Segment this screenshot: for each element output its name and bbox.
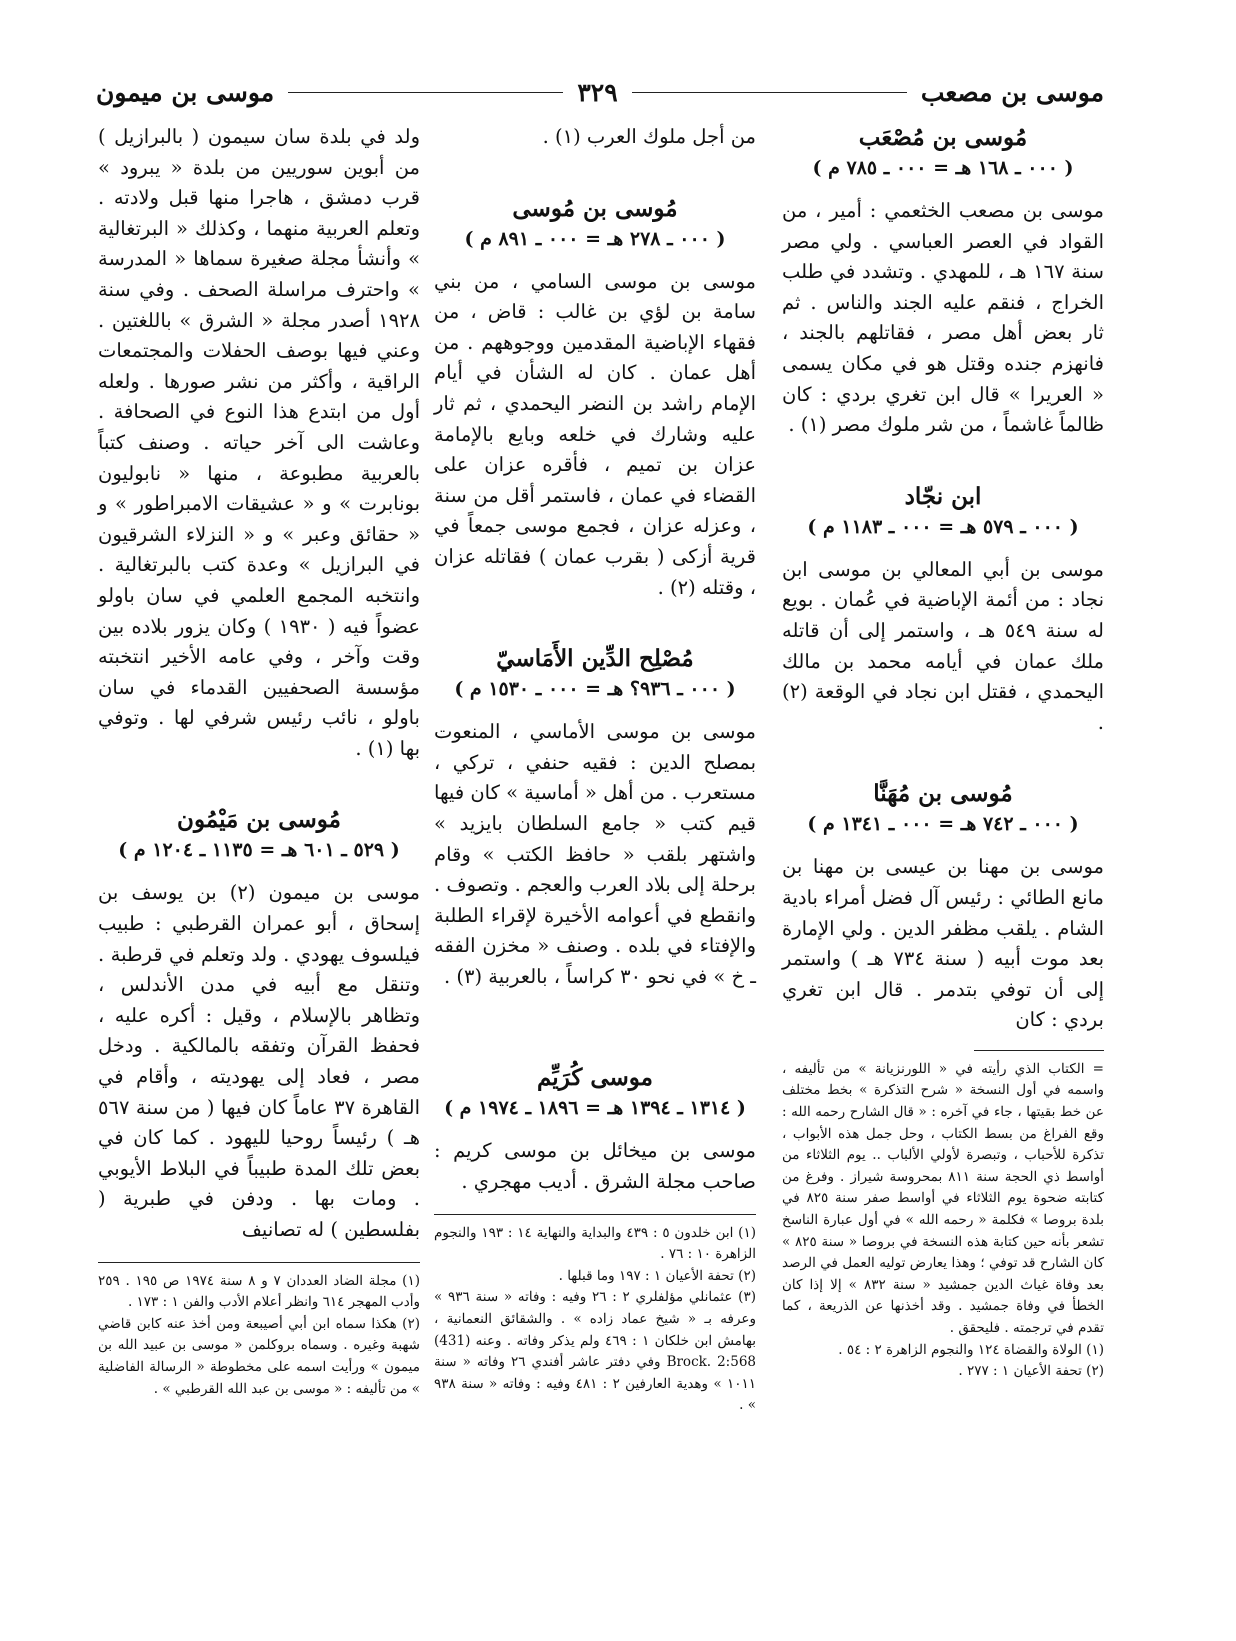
page-header [96, 72, 1104, 112]
footnote: (٣) عثمانلي مؤلفلري ٢ : ٢٦ وفيه : وفاته « سنة ٩٣٦ » وعرفه بـ « شيخ عماد زاده » . والشقائق النعمانية ، بهامش ابن خلكان ١ : ٤٦٩ ولم يذكر وفاته . وعنه (431) Brock. 2:568 وفي دفتر عاشر أفندي ٢٦ وفاته « سنة ١٠١١ » وهدية العارفين ٢ : ٤٨١ وفيه : وفاته « سنة ٩٣٨ » . [434, 1289, 757, 1414]
running-title-right: موسى بن مصعب [920, 77, 1104, 107]
footnotes [98, 1271, 420, 1401]
column-left [98, 122, 420, 1400]
entry-dates: ( ٥٢٩ ـ ٦٠١ هـ = ١١٣٥ ـ ١٢٠٤ م ) [118, 839, 400, 862]
column-right [782, 122, 1104, 1383]
header-rule [288, 92, 563, 93]
entry-title: موسى كُرَيِّم [537, 1064, 653, 1092]
footnote-continuation: = الكتاب الذي رأيته في « اللورنزيانة » من تأليفه ، واسمه في أول النسخة « شرح التذكرة » بخط مختلف عن خط بقيتها ، جاء في آخره : « قال الشارح رحمه الله : وقع الفراغ من بسط الكتاب ، وحل جمل هذه الأبواب ، تذكرة للأحباب ، وتبصرة لأولي الألباب .. يوم الثلاثاء من أواسط ذي الحجة سنة ٨١١ بمحروسة شيراز . وفرغ من كتابته ضحوة يوم الثلاثاء في أواسط صفر سنة ٨٢٥ في بلدة بروصا » فكلمة « رحمه الله » في أول عبارة الناسخ تشعر بأنه حين كتابة هذه النسخة في بروصا « سنة ٨٢٥ » كان الشارح قد توفي ؛ وهذا يعارض توليه العمل في الرصد بعد وفاة غياث الدين جمشيد « سنة ٨٣٢ » إلا إذا كان الخطأ في وفاة جمشيد . وقد أخذنها عن الذريعة ، كما تقدم في ترجمته . فليحقق . [782, 1060, 1105, 1336]
entry-body: موسى بن أبي المعالي بن موسى ابن نجاد : من أئمة الإباضية في عُمان . بويع له سنة ٥٤٩ هـ ، واستمر إلى أن قاتله ملك عمان في أيامه محمد بن مالك اليحمدي ، فقتل ابن نجاد في الوقعة (٢) . [782, 557, 1104, 734]
entry-title: مُوسى بن مُصْعَب [858, 124, 1028, 151]
footnote-rule [98, 1262, 420, 1263]
header-rule [632, 92, 907, 93]
entry-title: مُوسى بن مُهَنَّا [873, 780, 1013, 808]
entry-body: موسى بن ميمون (٢) بن يوسف بن إسحاق ، أبو عمران القرطبي : طبيب فيلسوف يهودي . ولد وتعلم في قرطبة . وتنقل مع أبيه في مدن الأندلس ، وتظاهر بالإسلام ، وقيل : أكره عليه ، فحفظ القرآن وتفقه بالمالكية . ودخل مصر ، فعاد إلى يهوديته ، وأقام في القاهرة ٣٧ عاماً كان فيها ( من سنة ٥٦٧ هـ ) رئيساً روحيا لليهود . كما كان في بعض تلك المدة طبيباً في البلاط الأيوبي . ومات بها . ودفن في طبرية ( بفلسطين ) له تصانيف [98, 881, 420, 1241]
entry-body: موسى بن ميخائل بن موسى كريم : صاحب مجلة الشرق . أديب مهجري . [434, 1139, 756, 1194]
footnote: (٢) هكذا سماه ابن أبي أصيبعة ومن أخذ عنه كابن قاضي شهبة وغيره . وسماه بروكلمن « موسى بن عبيد الله بن ميمون » ورأيت اسمه على مخطوطة « الرسالة الفاضلية » من تأليفه : « موسى بن عبد الله القرطبي » . [98, 1315, 420, 1397]
entry-body: موسى بن مصعب الخثعمي : أمير ، من القواد في العصر العباسي . ولي مصر سنة ١٦٧ هـ ، للمهدي . وتشدد في طلب الخراج ، فنقم عليه الجند والناس . ثم ثار بعض أهل مصر ، فقاتلهم بالجند ، فانهزم جنده وقتل هو في مكان يسمى « العريرا » قال ابن تغري بردي : كان ظالماً غاشماً ، من شر ملوك مصر (١) . [782, 199, 1104, 437]
entry-title: مُوسى بن مُوسى [512, 194, 678, 222]
page-number: ٣٢٩ [577, 77, 618, 107]
entry-title: مُصْلِح الدِّين الأَمَاسيّ [496, 645, 694, 673]
running-title-left: موسى بن ميمون [96, 77, 275, 107]
column-middle [434, 122, 756, 1417]
entry-dates: ( ١٣١٤ ـ ١٣٩٤ هـ = ١٨٩٦ ـ ١٩٧٤ م ) [444, 1097, 746, 1120]
footnote: (١) الولاة والقضاة ١٢٤ والنجوم الزاهرة ٢ : ٥٤ . [838, 1341, 1104, 1358]
entry-dates: ( ٠٠٠ ـ ١٦٨ هـ = ٠٠٠ ـ ٧٨٥ م ) [812, 157, 1074, 179]
footnote-rule [974, 1050, 1104, 1051]
entry-body-continuation: ولد في بلدة سان سيمون ( بالبرازيل ) من أبوين سوريين من بلدة « يبرود » قرب دمشق ، هاجرا منها قبل ولادته . وتعلم العربية منهما ، وكذلك « البرتغالية » وأنشأ مجلة صغيرة سماها « المدرسة » واحترف مراسلة الصحف . وفي سنة ١٩٢٨ أصدر مجلة « الشرق » باللغتين . وعني فيها بوصف الحفلات والمجتمعات الراقية ، وأكثر من نشر صورها . ولعله أول من ابتدع هذا النوع في الصحافة . وعاشت الى آخر حياته . وصنف كتباً بالعربية مطبوعة ، منها « نابوليون بونابرت » و « عشيقات الامبراطور » و « حقائق وعبر » و « النزلاء الشرقيون في البرازيل » وعدة كتب بالبرتغالية . وانتخبه المجمع العلمي في سان باولو عضواً فيه ( ١٩٣٠ ) وكان يزور بلاده بين وقت وآخر ، وفي عامه الأخير انتخبته مؤسسة الصحفيين القدماء في سان باولو ، نائب رئيس شرفي لها . وتوفي بها (١) . [98, 125, 421, 760]
entry-dates: ( ٠٠٠ ـ ٢٧٨ هـ = ٠٠٠ ـ ٨٩١ م ) [464, 227, 726, 250]
entry-body: موسى بن موسى السامي ، من بني سامة بن لؤي بن غالب : قاض ، من فقهاء الإباضية المقدمين ووجوههم . من أهل عمان . كان له الشأن في أيام الإمام راشد بن النضر اليحمدي ، ثم ثار عليه وشارك في خلعه وبايع بالإمامة عزان بن تميم ، فأقره عزان على القضاء في عمان ، فاستمر أقل من سنة ، وعزله عزان ، فجمع موسى جمعاً في قرية أزكى ( بقرب عمان ) فقاتله عزان ، وقتله (٢) . [434, 269, 756, 599]
entry-title: مُوسى بن مَيْمُون [177, 806, 341, 834]
footnote-rule [434, 1214, 756, 1215]
footnote: (٢) تحفة الأعيان ١ : ٢٧٧ . [958, 1363, 1104, 1380]
entry-body-continuation: من أجل ملوك العرب (١) . [542, 125, 756, 148]
footnote: (١) ابن خلدون ٥ : ٤٣٩ والبداية والنهاية ١٤ : ١٩٣ والنجوم الزاهرة ١٠ : ٧٦ . [434, 1224, 756, 1263]
entry-dates: ( ٠٠٠ ـ ٥٧٩ هـ = ٠٠٠ ـ ١١٨٣ م ) [807, 515, 1079, 538]
footnotes [782, 1059, 1104, 1383]
footnotes [434, 1223, 756, 1417]
entry-title: ابن نجّاد [904, 482, 982, 510]
footnote: (١) مجلة الضاد العددان ٧ و ٨ سنة ١٩٧٤ ص ١٩٥ . ٢٥٩ وأدب المهجر ٦١٤ وانظر أعلام الأدب والفن ١ : ١٧٣ . [98, 1272, 420, 1311]
entry-body: موسى بن مهنا بن عيسى بن مهنا بن مانع الطائي : رئيس آل فضل أمراء بادية الشام . يلقب مظفر الدين . ولي الإمارة بعد موت أبيه ( سنة ٧٣٤ هـ ) واستمر إلى أن توفي بتدمر . قال ابن تغري بردي : كان [782, 855, 1104, 1032]
entry-dates: ( ٠٠٠ ـ ٧٤٢ هـ = ٠٠٠ ـ ١٣٤١ م ) [807, 813, 1079, 836]
entry-dates: ( ٠٠٠ ـ ٩٣٦؟ هـ = ٠٠٠ ـ ١٥٣٠ م ) [454, 678, 736, 701]
entry-body: موسى بن موسى الأماسي ، المنعوت بمصلح الدين : فقيه حنفي ، تركي ، مستعرب . من أهل « أماسية » كان فيها قيم كتب « جامع السلطان بايزيد » واشتهر بلقب « حافظ الكتب » وقام برحلة إلى بلاد العرب والعجم . وتصوف . وانقطع في أعوامه الأخيرة لإقراء الطلبة والإفتاء في بلده . وصنف « مخزن الفقه ـ خ » في نحو ٣٠ كراساً ، بالعربية (٣) . [434, 720, 756, 988]
footnote: (٢) تحفة الأعيان ١ : ١٩٧ وما قبلها . [558, 1267, 756, 1284]
